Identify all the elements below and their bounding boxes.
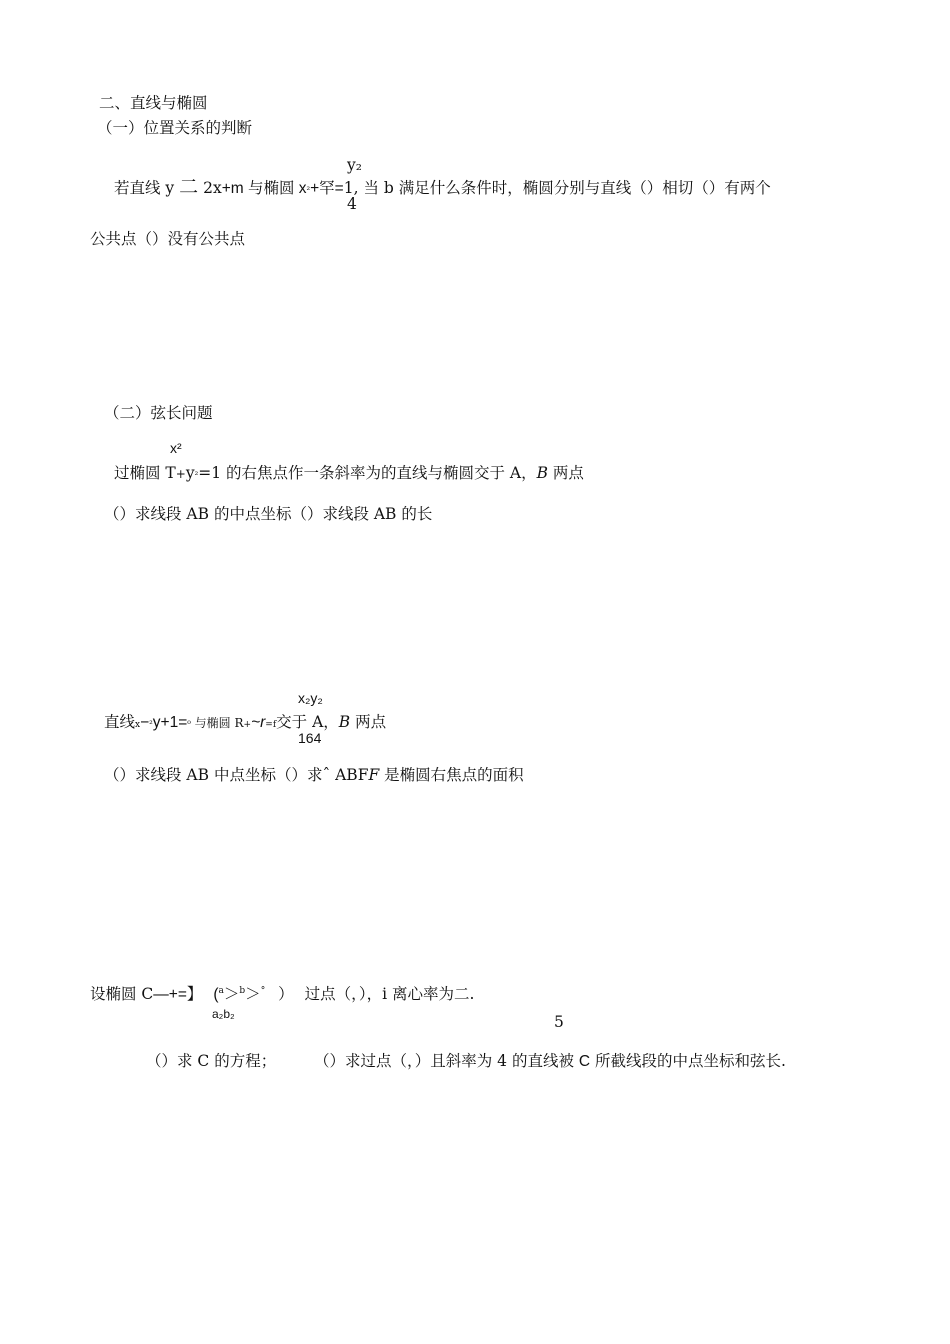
p2-questions: （）求线段 AB 的中点坐标（）求线段 AB 的长 (104, 505, 433, 523)
p1-text-equals-glyph: 二 (179, 177, 199, 198)
p3-question-c: 是椭圆右焦点的面积 (379, 766, 524, 784)
p2-text-f: B (536, 464, 548, 482)
p4-number-five: 5 (554, 1013, 564, 1031)
p3-text-e: y+1= (152, 714, 188, 731)
subsection-title-position: （一）位置关系的判断 (97, 119, 253, 137)
p3-text-m: 两点 (350, 713, 387, 731)
p2-statement (114, 465, 584, 482)
p3-questions (104, 767, 524, 784)
p3-question-b: F (368, 766, 380, 784)
p3-text-l: B (338, 713, 351, 731)
p4-subscript: a₂b₂ (212, 1007, 235, 1021)
p3-text-f: ⁰ (187, 720, 191, 730)
p3-statement (104, 714, 386, 731)
p3-text-a: 直线 (104, 713, 136, 731)
p4-text-i: ） (278, 986, 294, 1003)
p4-text-g: ＞ (245, 986, 261, 1003)
p4-statement (90, 986, 474, 1003)
p1-text-d: +m 与椭圆 x (221, 180, 307, 197)
p1-text-f: +罕= (310, 180, 344, 197)
p4-text-a: 设椭圆 C (90, 985, 154, 1003)
p4-text-h: ° (260, 985, 266, 996)
p1-fraction-denominator: 4 (347, 195, 357, 213)
p1-statement-line1 (114, 178, 771, 199)
p4-text-f: b (239, 985, 246, 996)
p4-question-1: （）求 C 的方程； (146, 1052, 277, 1070)
p1-text-g: 1, 当 b 满足什么条件时，椭圆分别与直线（）相切（）有两个 (343, 179, 771, 197)
p3-question-a: （）求线段 AB 中点坐标（）求ˆ ABF (104, 766, 369, 784)
p3-text-h: + (243, 720, 252, 730)
p3-text-c: − (140, 714, 150, 731)
p4-question-2-a: （）求过点（，）且斜率为 4 的直线被 (314, 1052, 574, 1070)
p4-text-b: —+=】 (153, 986, 203, 1003)
p4-text-c: ( (213, 986, 219, 1003)
p1-text-a: 若直线 y (114, 179, 175, 197)
p2-text-e: =1 的右焦点作一条斜率为的直线与椭圆交于 A， (198, 464, 537, 482)
p2-text-c: y (185, 464, 195, 482)
subsection-title-chord: （二）弦长问题 (104, 404, 213, 422)
p3-text-k: 交于 A， (276, 713, 339, 731)
p3-text-i: ~r (251, 714, 266, 731)
p2-text-d: ² (194, 471, 199, 481)
p2-text-g: 两点 (548, 464, 584, 482)
p4-question-2 (314, 1053, 786, 1070)
p3-text-b: x (135, 720, 141, 730)
section-title: 二、直线与椭圆 (99, 94, 208, 112)
p1-text-sup: ² (306, 186, 311, 196)
p1-text-c: 2x (203, 179, 222, 197)
p4-question-2-c: 所截线段的中点坐标和弦长. (590, 1052, 786, 1070)
p3-fraction-numerator: x₂y₂ (298, 690, 323, 706)
p3-text-j: =f (265, 720, 277, 730)
p3-text-g: 与椭圆 R (190, 716, 244, 730)
p2-text-a: 过椭圆 T (114, 464, 176, 482)
p3-fraction-denominator: 164 (298, 730, 322, 746)
p2-superscript: x² (170, 440, 182, 456)
p1-statement-line2: 公共点（）没有公共点 (90, 230, 246, 248)
p4-text-e: ＞ (223, 986, 240, 1003)
p1-fraction-numerator: y₂ (347, 156, 362, 174)
p4-text-d: a (218, 985, 224, 996)
p3-text-d: ² (149, 720, 153, 730)
p2-text-b: + (175, 467, 186, 481)
p4-text-j: 过点（，），i 离心率为二. (304, 985, 475, 1003)
p4-question-2-b: C (578, 1053, 591, 1070)
